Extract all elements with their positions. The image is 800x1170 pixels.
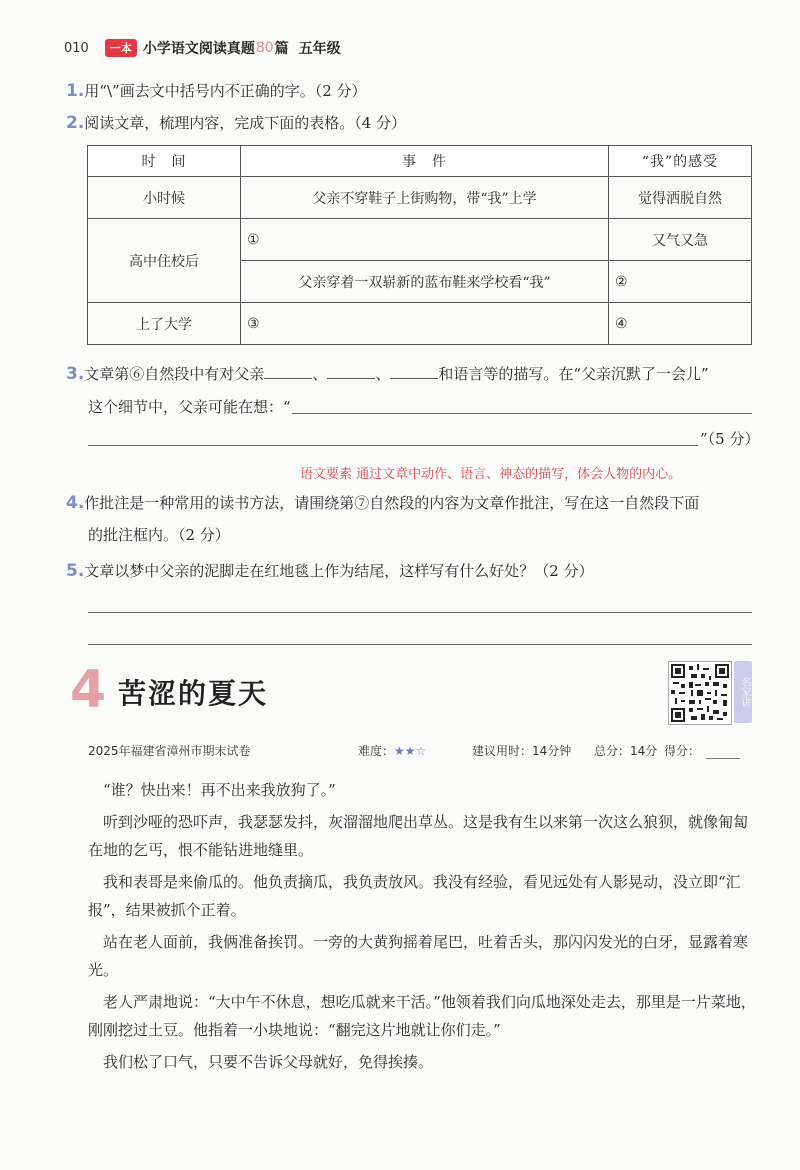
question-3-line2 xyxy=(88,396,291,418)
paragraph: 站在老人面前，我俩准备挨罚。一旁的大黄狗摇着尾巴，吐着舌头，那闪闪发光的白牙，显露着寒光。 xyxy=(88,933,749,979)
paragraph: 老人严肃地说：“大中午不休息，想吃瓜就来干活。”他领着我们向瓜地深处走去，那里是一片菜地，刚刚挖过土豆。他指着一小块地说：“翻完这片地就让你们走。” xyxy=(88,993,756,1039)
paragraph: 我和表哥是来偷瓜的。他负责摘瓜，我负责放风。我没有经验，看见远处有人影晃动，没立即“汇报”，结果被抓个正着。 xyxy=(88,873,741,919)
answer-blank[interactable] xyxy=(390,362,438,379)
table-cell-event[interactable]: ③ xyxy=(241,303,609,345)
separator: 、 xyxy=(375,365,391,383)
question-text: 文章以梦中父亲的泥脚走在红地毯上作为结尾，这样写有什么好处？（2 分） xyxy=(84,562,594,580)
table-cell-time: 小时候 xyxy=(88,177,241,219)
question-text: 阅读文章，梳理内容，完成下面的表格。（4 分） xyxy=(84,114,407,132)
question-number: 1. xyxy=(66,81,85,101)
question-2 xyxy=(66,112,406,134)
summary-table xyxy=(87,145,752,345)
difficulty-label: 难度： xyxy=(358,744,395,758)
exam-source: 2025年福建省漳州市期末试卷 xyxy=(88,744,251,758)
difficulty-stars: ★★☆ xyxy=(394,744,427,758)
table-header: 事 件 xyxy=(241,146,609,177)
question-4-line2 xyxy=(88,524,230,546)
language-element-note xyxy=(300,463,681,482)
book-grade: 五年级 xyxy=(298,41,341,57)
question-number: 2. xyxy=(66,113,85,133)
table-cell-event: 父亲不穿鞋子上街购物，带“我”上学 xyxy=(241,177,609,219)
qr-code[interactable] xyxy=(668,661,732,725)
suggested-time: 建议用时：14分钟 xyxy=(472,744,572,758)
table-cell-event: 父亲穿着一双崭新的蓝布鞋来学校看“我” xyxy=(241,261,609,303)
note-text: 通过文章中动作、语言、神态的描写，体会人物的内心。 xyxy=(356,467,682,482)
question-1 xyxy=(66,80,367,102)
lesson-number: 4 xyxy=(70,660,107,720)
passage xyxy=(88,776,756,1080)
table-cell-feeling[interactable]: ② xyxy=(609,261,752,303)
total-score: 总分：14分 xyxy=(594,744,658,758)
separator: 、 xyxy=(312,365,328,383)
book-title: 小学语文阅读真题 xyxy=(142,41,255,57)
table-cell-event[interactable]: ① xyxy=(241,219,609,261)
table-header: “我”的感受 xyxy=(609,146,752,177)
question-text: 作批注是一种常用的读书方法，请围绕第⑦自然段的内容为文章作批注，写在这一自然段下面 xyxy=(84,494,700,512)
lesson-title: 苦涩的夏天 xyxy=(118,677,269,710)
brand-logo: 一本 xyxy=(105,39,137,57)
table-cell-time: 高中住校后 xyxy=(88,219,241,303)
question-number: 5. xyxy=(66,561,85,581)
table-header: 时 间 xyxy=(88,146,241,177)
question-text: ”（5 分） xyxy=(700,430,760,448)
question-5 xyxy=(66,560,594,582)
score-label: 得分： xyxy=(664,744,701,758)
answer-blank[interactable] xyxy=(264,362,312,379)
page-header xyxy=(64,36,341,60)
question-number: 4. xyxy=(66,493,85,513)
question-text: 的批注框内。（2 分） xyxy=(88,526,230,544)
book-unit: 篇 xyxy=(274,41,289,57)
answer-blank[interactable] xyxy=(327,362,375,379)
question-3-end xyxy=(700,428,759,450)
question-4 xyxy=(66,492,699,514)
question-3 xyxy=(66,362,709,385)
question-text: 这个细节中，父亲可能在想：“ xyxy=(88,398,291,416)
answer-line[interactable] xyxy=(88,612,752,613)
book-count: 80 xyxy=(255,40,274,56)
note-label: 语文要素 xyxy=(300,467,353,482)
table-cell-feeling: 又气又急 xyxy=(609,219,752,261)
qr-code-icon xyxy=(669,662,731,724)
table-cell-feeling: 觉得洒脱自然 xyxy=(609,177,752,219)
paragraph: 听到沙哑的恐吓声，我瑟瑟发抖，灰溜溜地爬出草丛。这是我有生以来第一次这么狼狈，就像匍匐在地的乞丐，恨不能钻进地缝里。 xyxy=(88,813,749,859)
table-header-row xyxy=(88,146,752,177)
question-text: 和语言等的描写。在“父亲沉默了一会儿” xyxy=(438,365,709,383)
paragraph: 我们松了口气，只要不告诉父母就好，免得挨揍。 xyxy=(103,1053,434,1071)
audio-side-tab[interactable]: 名家讲 xyxy=(734,661,752,723)
answer-line[interactable] xyxy=(292,413,752,414)
score-blank[interactable] xyxy=(706,758,740,759)
difficulty xyxy=(358,742,426,759)
answer-line[interactable] xyxy=(88,644,752,645)
page-number: 010 xyxy=(64,40,89,56)
question-text: 文章第⑥自然段中有对父亲 xyxy=(84,365,265,383)
table-row xyxy=(88,177,752,219)
question-number: 3. xyxy=(66,364,85,384)
paragraph: “谁？快出来！再不出来我放狗了。” xyxy=(103,781,336,799)
table-cell-feeling[interactable]: ④ xyxy=(609,303,752,345)
table-row xyxy=(88,303,752,345)
answer-line[interactable] xyxy=(88,445,698,446)
question-text: 用“\”画去文中括号内不正确的字。（2 分） xyxy=(84,82,367,100)
table-cell-time: 上了大学 xyxy=(88,303,241,345)
table-row xyxy=(88,219,752,261)
